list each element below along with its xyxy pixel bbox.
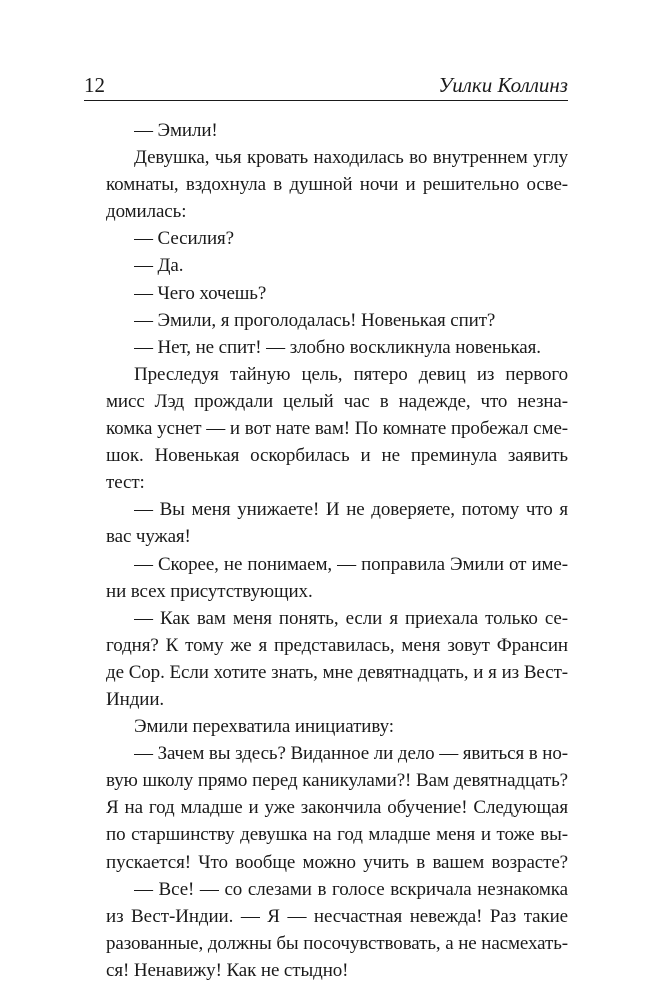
text-line: вас чужая! bbox=[106, 526, 191, 548]
text-line: тест: bbox=[106, 472, 145, 494]
text-line: — Эмили! bbox=[134, 120, 218, 141]
running-head bbox=[84, 72, 568, 102]
text-line: — Как вам меня понять, если я приехала только се- bbox=[134, 607, 568, 629]
body-text bbox=[106, 117, 568, 984]
text-line: разованные, должны бы посочувствовать, а не насмехать- bbox=[106, 932, 568, 954]
text-line: Индии. bbox=[106, 688, 165, 710]
text-line: комка уснет — и вот нате вам! По комнате пробежал сме- bbox=[106, 418, 568, 440]
text-line: — Скорее, не понимаем, — поправила Эмили от име- bbox=[134, 553, 568, 575]
text-line: из Вест-Индии. — Я — несчастная невежда! Раз такие bbox=[106, 905, 568, 927]
text-line: Девушка, чья кровать находилась во внутреннем углу bbox=[134, 147, 568, 169]
text-line: шок. Новенькая оскорбилась и не преминула заявить bbox=[106, 445, 568, 467]
text-line: де Сор. Если хотите знать, мне девятнадцать, и я из Вест- bbox=[106, 661, 568, 683]
text-line: — Сесилия? bbox=[134, 228, 234, 250]
text-line: по старшинству девушка на год младше меня и тоже вы- bbox=[106, 824, 568, 846]
text-line: — Чего хочешь? bbox=[134, 282, 267, 304]
text-line: — Нет, не спит! — злобно воскликнула новенькая. bbox=[134, 336, 541, 358]
text-line: домилась: bbox=[106, 201, 187, 223]
text-line: ни всех присутствующих. bbox=[106, 580, 313, 602]
text-line: мисс Лэд прождали целый час в надежде, что незна- bbox=[106, 390, 568, 412]
text-line: — Да. bbox=[134, 255, 184, 277]
text-line: — Эмили, я проголодалась! Новенькая спит? bbox=[134, 309, 496, 331]
text-line: вую школу прямо перед каникулами?! Вам девятнадцать? bbox=[106, 770, 568, 792]
text-line: пускается! Что вообще можно учить в вашем возрасте? bbox=[106, 851, 568, 873]
text-line: годня? К тому же я представилась, меня зовут Франсин bbox=[106, 634, 568, 656]
header-rule bbox=[84, 100, 568, 101]
text-line: Я на год младше и уже закончила обучение! Следующая bbox=[106, 797, 568, 819]
text-line: комнаты, вздохнула в душной ночи и решительно осве- bbox=[106, 174, 568, 196]
text-line: — Все! — со слезами в голосе вскричала незнакомка bbox=[134, 878, 568, 900]
page-number: 12 bbox=[84, 73, 105, 97]
text-line: ся! Ненавижу! Как не стыдно! bbox=[106, 959, 349, 981]
text-line: — Зачем вы здесь? Виданное ли дело — явиться в но- bbox=[134, 743, 568, 765]
text-line: Преследуя тайную цель, пятеро девиц из первого bbox=[134, 363, 568, 385]
text-line: — Вы меня унижаете! И не доверяете, потому что я bbox=[134, 499, 568, 521]
text-line: Эмили перехватила инициативу: bbox=[134, 716, 394, 738]
running-head-author: Уилки Коллинз bbox=[438, 73, 568, 97]
